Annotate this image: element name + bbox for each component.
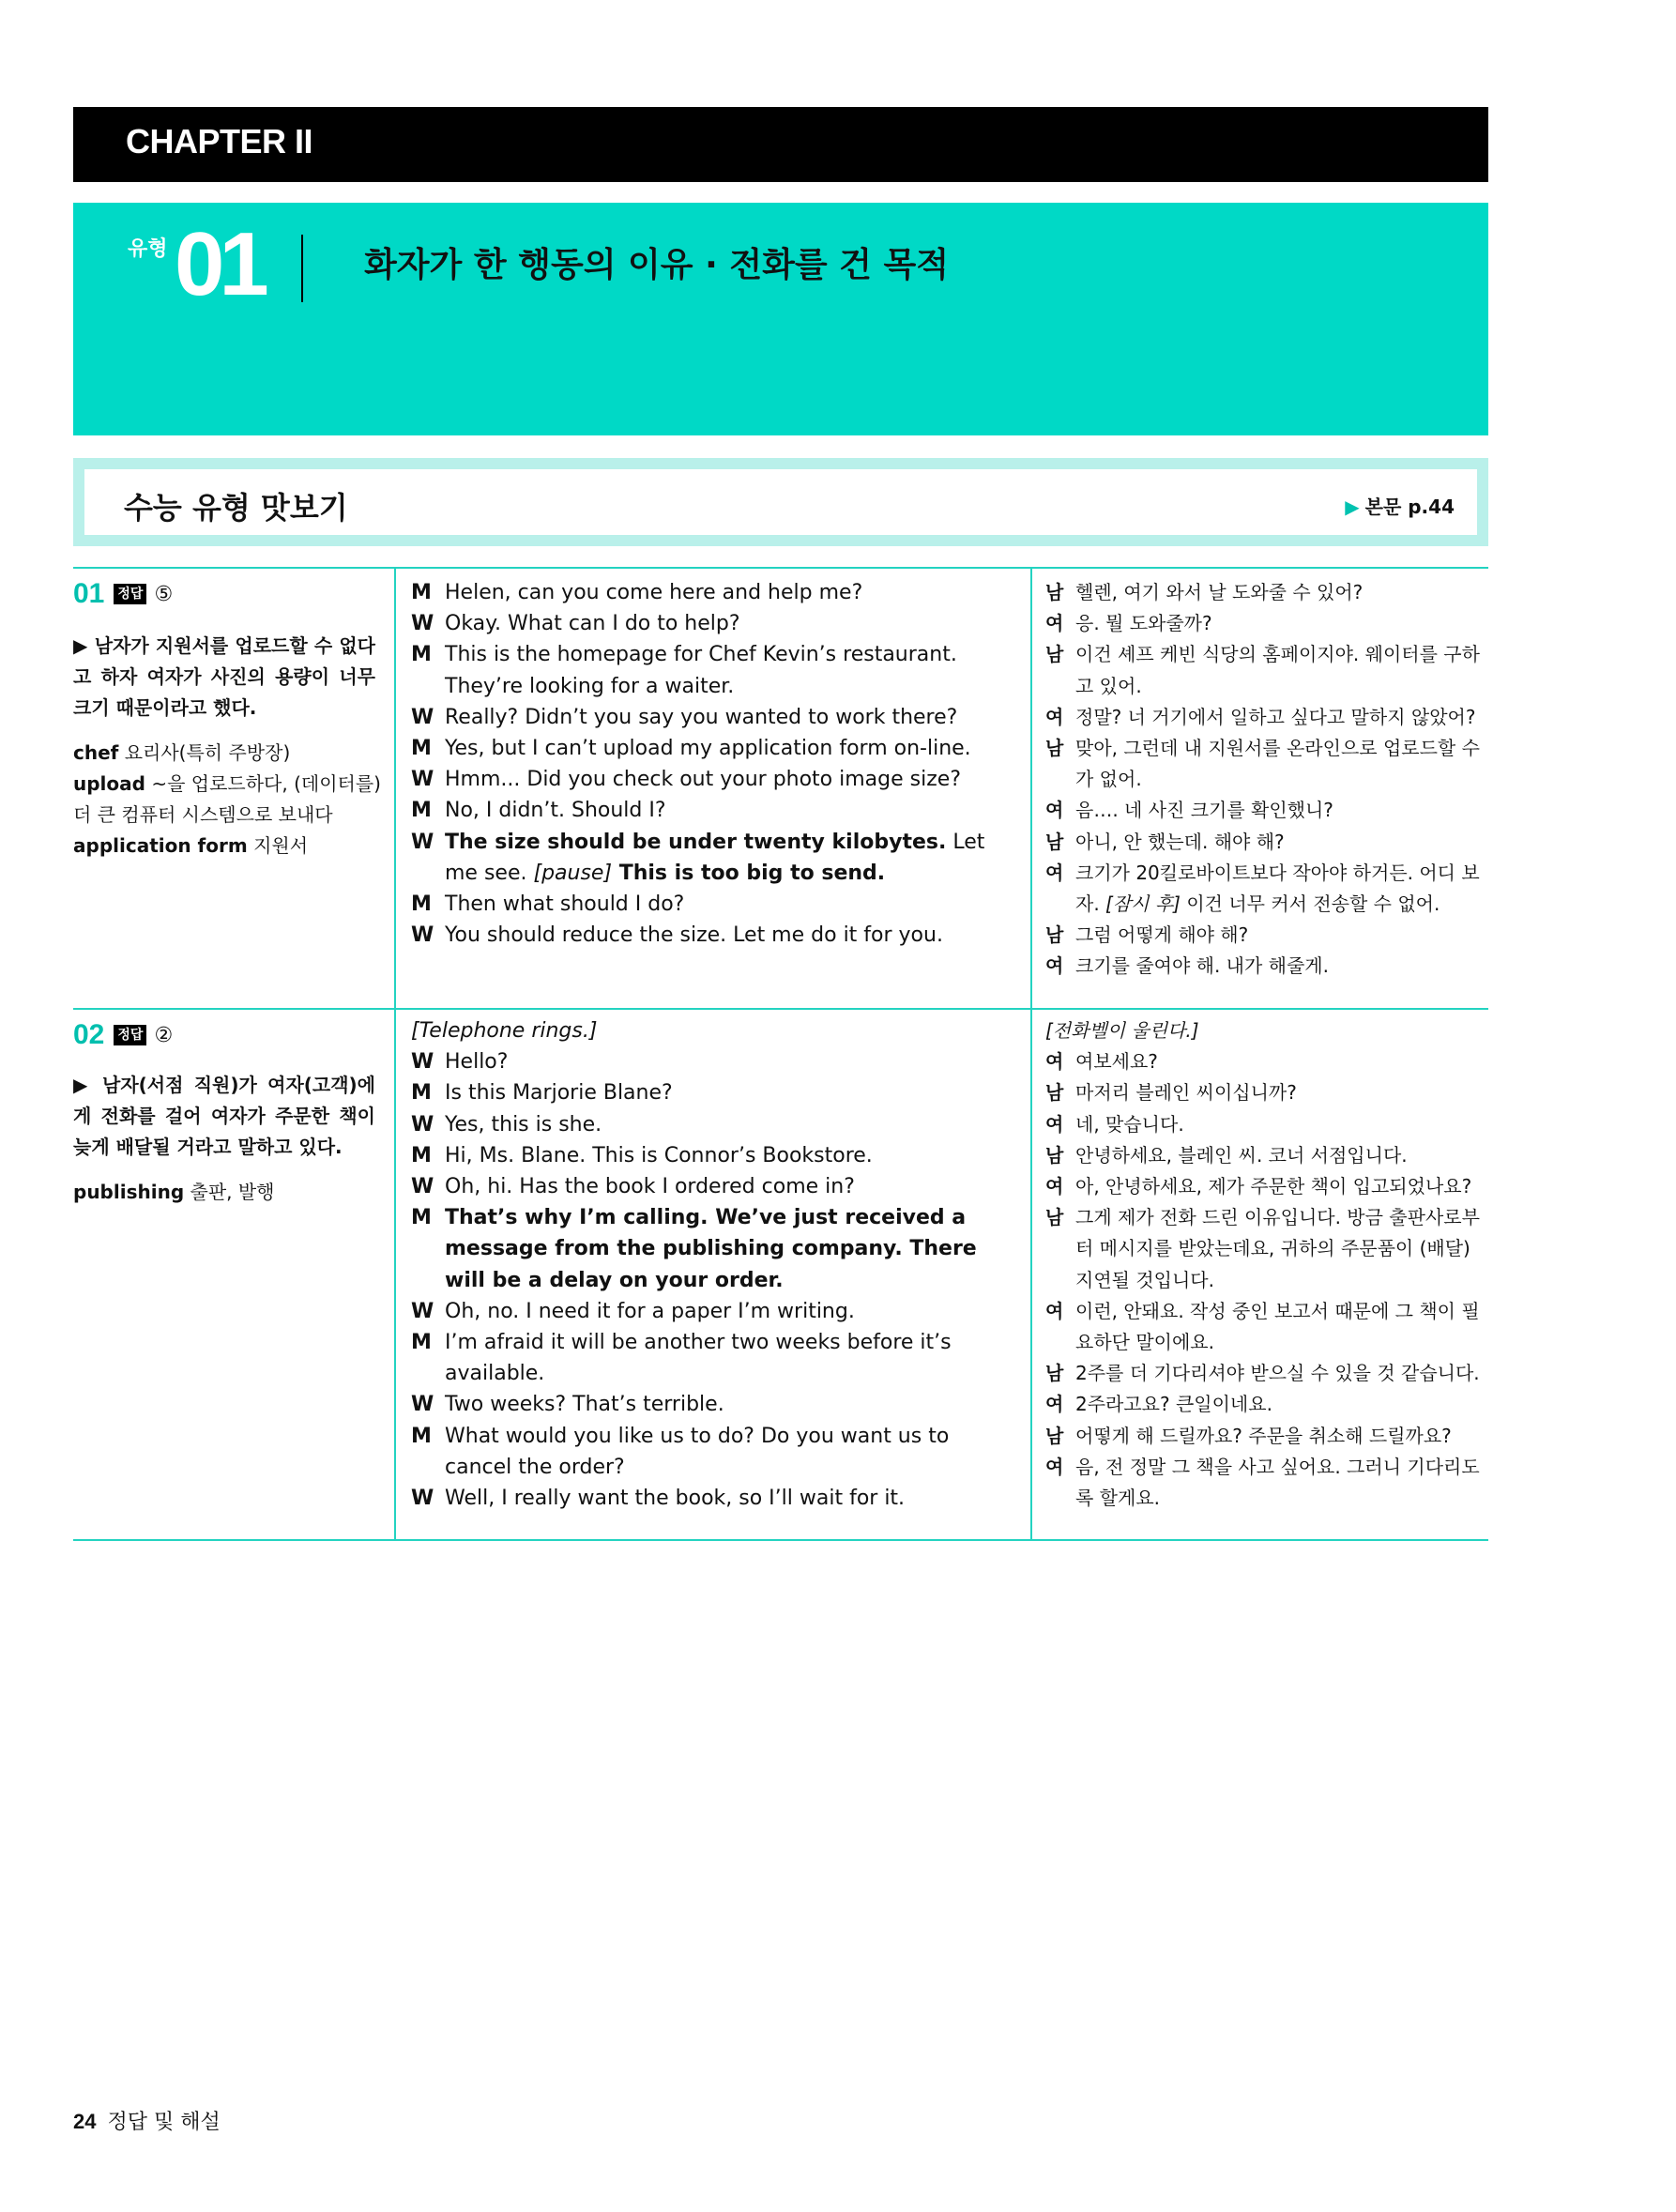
triangle-right-icon: ▶ [1345,496,1360,518]
explanation: ▶ 남자(서점 직원)가 여자(고객)에게 전화를 걸어 여자가 주문한 책이 늦게 배달될 거라고 말하고 있다. [73,1074,375,1158]
question-header-01 [73,578,173,610]
translation-line: 남 어떻게 해 드릴까요? 주문을 취소해 드릴까요? [1045,1424,1452,1447]
type-banner [73,203,1488,435]
dialogue-line: W Oh, hi. Has the book I ordered come in? [411,1175,855,1199]
translation-line: 여 여보세요? [1045,1050,1158,1074]
dialogue-line: W Well, I really want the book, so I’ll wait for it. [411,1487,906,1511]
dialogue-line: W Two weeks? That’s terrible. [411,1393,724,1417]
table-bottom-rule [73,1539,1488,1541]
type-title: 화자가 한 행동의 이유 · 전화를 건 목적 [364,246,950,284]
footer-label: 정답 및 해설 [107,2111,221,2134]
table-top-rule [73,567,1488,569]
type-number: 01 [175,214,264,314]
answer-label-badge: 정답 [114,584,146,604]
translation-line: 여 정말? 너 거기에서 일하고 싶다고 말하지 않았어? [1045,705,1476,728]
translation-line: 남 그럼 어떻게 해야 해? [1045,923,1249,947]
type-label: 유형 [128,237,168,261]
dialogue-english-02 [411,1015,1012,1514]
dialogue-line: M Then what should I do? [411,892,685,917]
dialogue-line: M Helen, can you come here and help me? [411,581,863,604]
page-footer [73,2106,221,2135]
dialogue-line: M What would you like us to do? Do you want us to cancel the order? [411,1424,950,1479]
translation-line: 남 아니, 안 했는데. 해야 해? [1045,830,1285,853]
dialogue-line: W Yes, this is she. [411,1112,602,1137]
question-number: 01 [73,578,105,609]
dialogue-line: M I’m afraid it will be another two weeks before it’s available. [411,1331,952,1386]
preview-inner [84,469,1477,535]
dialogue-line: W Really? Didn’t you say you wanted to work there? [411,705,958,729]
explanation: ▶ 남자가 지원서를 업로드할 수 없다고 하자 여자가 사진의 용량이 너무 크기 때문이라고 했다. [73,634,375,719]
dialogue-line: W Hello? [411,1050,509,1075]
translation-line: 여 이런, 안돼요. 작성 중인 보고서 때문에 그 책이 필요하단 말이에요. [1045,1299,1480,1354]
answer-value: ② [154,1023,174,1047]
dialogue-line: W Okay. What can I do to help? [411,612,740,636]
translation-line: 남 헬렌, 여기 와서 날 도와줄 수 있어? [1045,581,1364,603]
table-mid-rule [73,1008,1488,1010]
translation-line: 여 크기가 20킬로바이트보다 작아야 하거든. 어디 보자. [잠시 후] 이건 너무 커서 전송할 수 없어. [1045,861,1480,916]
translation-line: 여 음, 전 정말 그 책을 사고 싶어요. 그러니 기다리도록 할게요. [1045,1455,1480,1510]
chapter-bar [73,107,1488,182]
preview-page-ref [1345,492,1455,519]
dialogue-korean-02 [1045,1015,1488,1514]
translation-line: 여 크기를 줄여야 해. 내가 해줄게. [1045,954,1329,978]
preview-title: 수능 유형 맛보기 [124,490,348,526]
dialogue-line: M Yes, but I can’t upload my application form on-line. [411,737,971,761]
dialogue-korean-01 [1045,577,1488,983]
vocab-item: chef 요리사(특히 주방장) [73,741,291,764]
translation-line: 남 2주를 더 기다리셔야 받으실 수 있을 것 같습니다. [1045,1362,1480,1385]
dialogue-line-key: W The size should be under twenty kilobytes. Let me see. [pause] This is too big to send. [411,830,985,885]
column-divider-right [1030,568,1032,1539]
preview-ref-text: 본문 p.44 [1364,496,1455,518]
type-divider [301,235,303,302]
translation-line: 남 안녕하세요, 블레인 씨. 코너 서점입니다. [1045,1143,1408,1167]
translation-line: 여 2주라고요? 큰일이네요. [1045,1393,1272,1416]
dialogue-line: M This is the homepage for Chef Kevin’s restaurant. They’re looking for a waiter. [411,643,957,698]
translation-line: 여 네, 맞습니다. [1045,1112,1184,1136]
dialogue-english-01 [411,577,1012,951]
answer-label-badge: 정답 [114,1025,146,1045]
page-number: 24 [73,2110,97,2133]
translation-line: 남 맞아, 그런데 내 지원서를 온라인으로 업로드할 수가 없어. [1045,737,1480,791]
answer-value: ⑤ [154,582,174,606]
dialogue-line: W Oh, no. I need it for a paper I’m writing. [411,1299,855,1323]
dialogue-line-key: M That’s why I’m calling. We’ve just received a message from the publishing company. There will be a delay on your order. [411,1206,977,1292]
translation-line: 남 그게 제가 전화 드린 이유입니다. 방금 출판사로부터 메시지를 받았는데요, 귀하의 주문품이 (배달) 지연될 것입니다. [1045,1206,1480,1291]
dialogue-line: M Hi, Ms. Blane. This is Connor’s Bookstore. [411,1143,873,1167]
dialogue-line: M No, I didn’t. Should I? [411,799,666,823]
stage-direction: [전화벨이 울린다.] [1045,1019,1199,1042]
dialogue-line: W You should reduce the size. Let me do it for you. [411,923,943,948]
vocab-list [73,738,383,862]
translation-line: 여 응. 뭘 도와줄까? [1045,612,1212,635]
dialogue-line: W Hmm... Did you check out your photo image size? [411,768,961,792]
stage-direction: [Telephone rings.] [411,1019,598,1043]
translation-line: 남 이건 셰프 케빈 식당의 홈페이지야. 웨이터를 구하고 있어. [1045,643,1480,697]
vocab-item: publishing 출판, 발행 [73,1181,275,1203]
translation-line: 남 마저리 블레인 씨이십니까? [1045,1081,1297,1105]
translation-line: 여 음…. 네 사진 크기를 확인했니? [1045,799,1333,822]
translation-line: 여 아, 안녕하세요, 제가 주문한 책이 입고되었나요? [1045,1175,1472,1198]
column-divider-left [394,568,396,1539]
vocab-list [73,1177,383,1208]
dialogue-line: M Is this Marjorie Blane? [411,1081,673,1106]
vocab-item: application form 지원서 [73,834,309,857]
preview-box [73,458,1488,546]
question-number: 02 [73,1019,105,1050]
chapter-title: CHAPTER II [126,122,313,160]
question-header-02 [73,1019,173,1051]
vocab-item: upload ~을 업로드하다, (데이터를) 더 큰 컴퓨터 시스템으로 보내다 [73,772,381,826]
